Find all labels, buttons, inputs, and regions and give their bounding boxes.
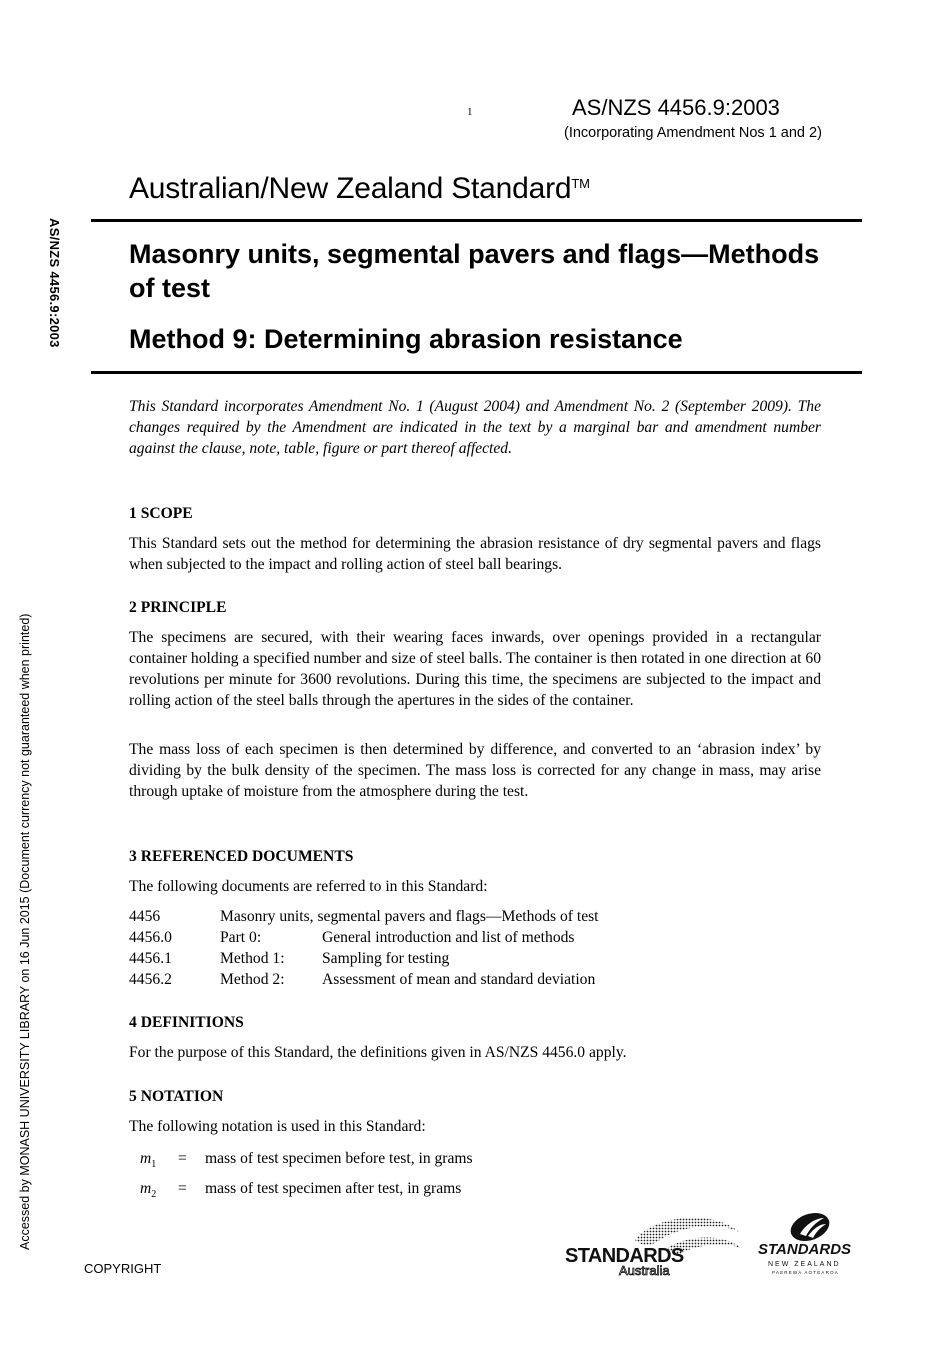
section-heading-notation: 5 NOTATION [129,1088,224,1105]
page-number: 1 [467,106,473,118]
reference-description: Assessment of mean and standard deviation [322,971,596,988]
principle-paragraph-1: The specimens are secured, with their wearing faces inwards, over openings provided in a rectangular container holding a specified number and size of steel balls. The container is then rotated in one direction at 60 revolutions per minute for 3600 revolutions. During this time, the specimens are subjected to the impact and rolling action of the steel balls through the apertures in the sides of the container. [129,629,821,709]
section-heading-principle: 2 PRINCIPLE [129,599,227,616]
reference-part: Method 2: [220,971,285,988]
symbol-letter: m [140,1180,152,1197]
copyright-label: COPYRIGHT [84,1261,162,1276]
reference-part: Method 1: [220,950,285,967]
standards-new-zealand-logo [756,1212,866,1278]
reference-number: 4456 [129,908,161,925]
section-heading-referenced-documents: 3 REFERENCED DOCUMENTS [129,848,354,865]
side-standard-code: AS/NZS 4456.9:2003 [47,218,62,348]
family-title-text: Australian/New Zealand Standard [129,172,572,205]
amendment-note: (Incorporating Amendment Nos 1 and 2) [564,125,822,141]
notation-equals: = [178,1180,187,1197]
notation-symbol [140,1150,156,1170]
notation-definition: mass of test specimen after test, in grams [205,1180,462,1197]
principle-paragraph-2: The mass loss of each specimen is then determined by difference, and converted to an ‘abrasion index’ by dividing by the bulk density of the specimen. The mass loss is corrected for any change in mass, may arise through uptake of moisture from the atmosphere during the test. [129,741,821,800]
standard-family-title [129,172,590,206]
access-watermark: Accessed by MONASH UNIVERSITY LIBRARY on 16 Jun 2015 (Document currency not guaranteed when printed) [18,613,32,1250]
logo-snz-maori: PAEREWA AOTEAROA [772,1270,839,1275]
standard-code: AS/NZS 4456.9:2003 [572,95,780,120]
standards-australia-logo [565,1212,741,1278]
logo-sa-wordmark: STANDARDS [565,1245,684,1267]
trademark-symbol: TM [571,176,590,191]
document-title: Masonry units, segmental pavers and flags—Methods of test [129,239,820,303]
symbol-subscript: 2 [151,1189,157,1201]
method-title: Method 9: Determining abrasion resistance [129,324,683,354]
section-heading-scope: 1 SCOPE [129,505,193,522]
symbol-subscript: 1 [151,1159,157,1171]
logo-snz-subtitle: NEW ZEALAND [768,1261,841,1268]
reference-number: 4456.0 [129,929,172,946]
logo-snz-wordmark: STANDARDS [758,1241,852,1258]
notation-intro: The following notation is used in this Standard: [129,1118,426,1135]
notation-definition: mass of test specimen before test, in grams [205,1150,473,1167]
logo-sa-subtitle: Australia [619,1263,670,1278]
amendment-preamble: This Standard incorporates Amendment No. 1 (August 2004) and Amendment No. 2 (September 2009). The changes required by the Amendment are indicated in the text by a marginal bar and amendment number against the clause, note, table, figure or part thereof affected. [129,398,821,457]
reference-description: General introduction and list of methods [322,929,575,946]
notation-symbol [140,1180,156,1200]
reference-part: Part 0: [220,929,262,946]
notation-equals: = [178,1150,187,1167]
section-heading-definitions: 4 DEFINITIONS [129,1014,244,1031]
title-rule-top [91,219,862,222]
reference-number: 4456.2 [129,971,172,988]
symbol-letter: m [140,1150,152,1167]
references-intro: The following documents are referred to in this Standard: [129,878,488,895]
scope-text: This Standard sets out the method for determining the abrasion resistance of dry segmental pavers and flags when subjected to the impact and rolling action of steel ball bearings. [129,535,821,573]
reference-title: Masonry units, segmental pavers and flags—Methods of test [220,908,599,925]
title-rule-bottom [91,371,862,374]
reference-number: 4456.1 [129,950,172,967]
definitions-text: For the purpose of this Standard, the definitions given in AS/NZS 4456.0 apply. [129,1044,627,1061]
reference-description: Sampling for testing [322,950,450,967]
